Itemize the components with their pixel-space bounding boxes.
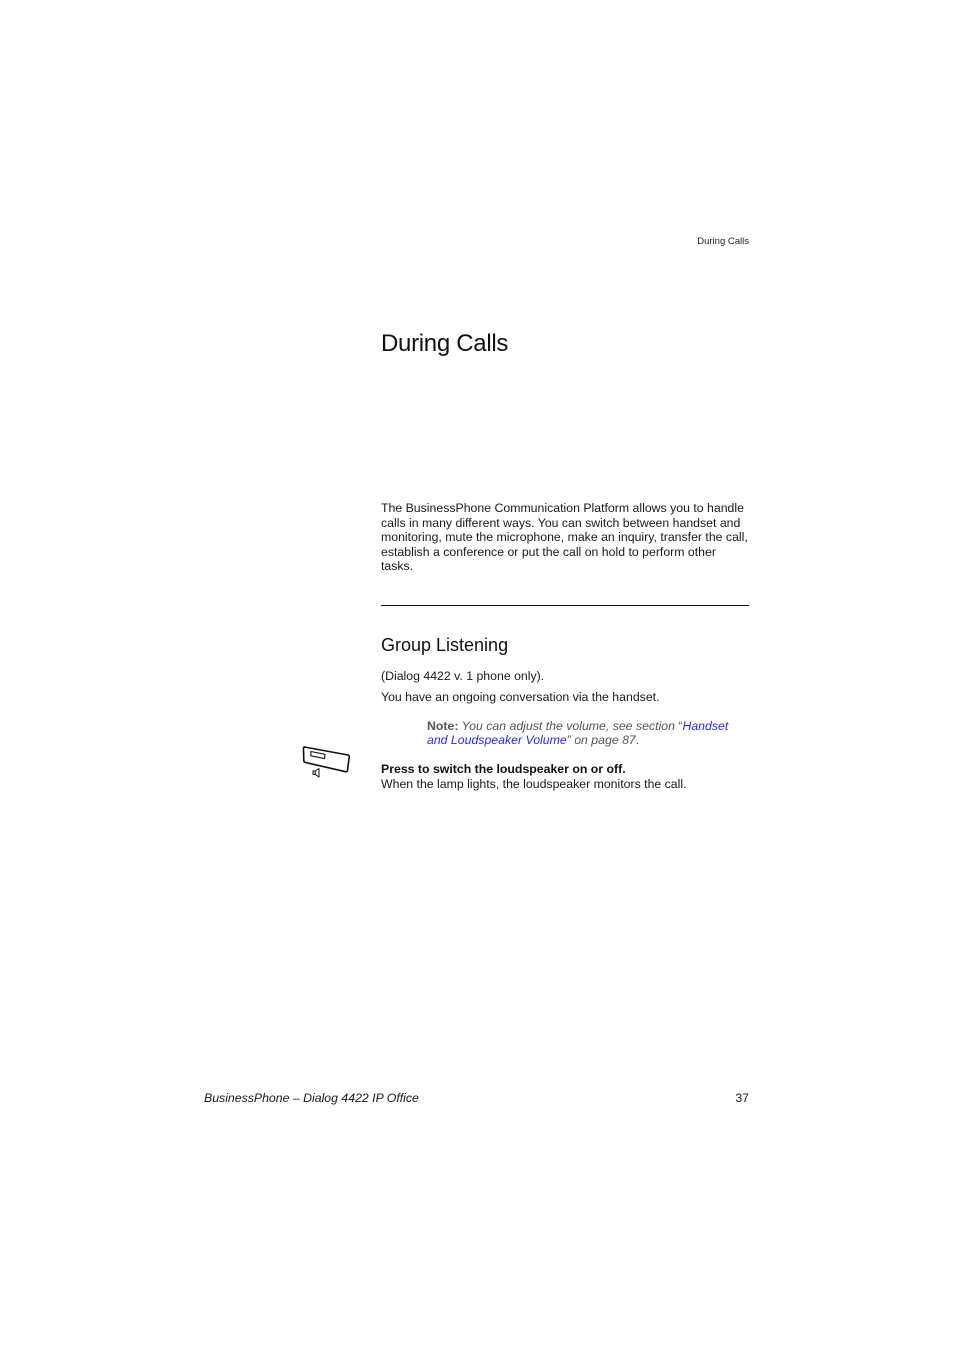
section-context: You have an ongoing conversation via the handset. (381, 690, 660, 704)
note-period: . (635, 733, 640, 748)
section-divider (381, 605, 749, 606)
chapter-intro: The BusinessPhone Communication Platform allows you to handle calls in many different ways. You can switch between handset and monitoring, mute the microphone, make an inquiry, transfer the call, establish a conference or put the call on hold to perform other tasks. (381, 501, 748, 574)
footer-document-title: BusinessPhone – Dialog 4422 IP Office (204, 1091, 419, 1105)
step-instruction: Press to switch the loudspeaker on or off. (381, 762, 626, 776)
note-text-after: ” on page 87 (566, 733, 636, 748)
note-link-handset-volume[interactable]: Handset and Loudspeaker Volume (427, 719, 729, 748)
footer-page-number: 37 (735, 1091, 749, 1105)
note-text-before: You can adjust the volume, see section (461, 719, 679, 733)
key-outline (304, 747, 350, 772)
running-header: During Calls (697, 236, 749, 247)
note-open-quote: “ (678, 719, 683, 733)
note-label: Note: (427, 719, 459, 733)
section-scope: (Dialog 4422 v. 1 phone only). (381, 669, 545, 683)
step-result: When the lamp lights, the loudspeaker monitors the call. (381, 777, 687, 791)
section-title: Group Listening (381, 635, 509, 655)
loudspeaker-key-icon[interactable] (302, 744, 352, 782)
note-block (427, 719, 745, 748)
chapter-title: During Calls (381, 330, 509, 357)
speaker-glyph-icon (313, 769, 319, 778)
